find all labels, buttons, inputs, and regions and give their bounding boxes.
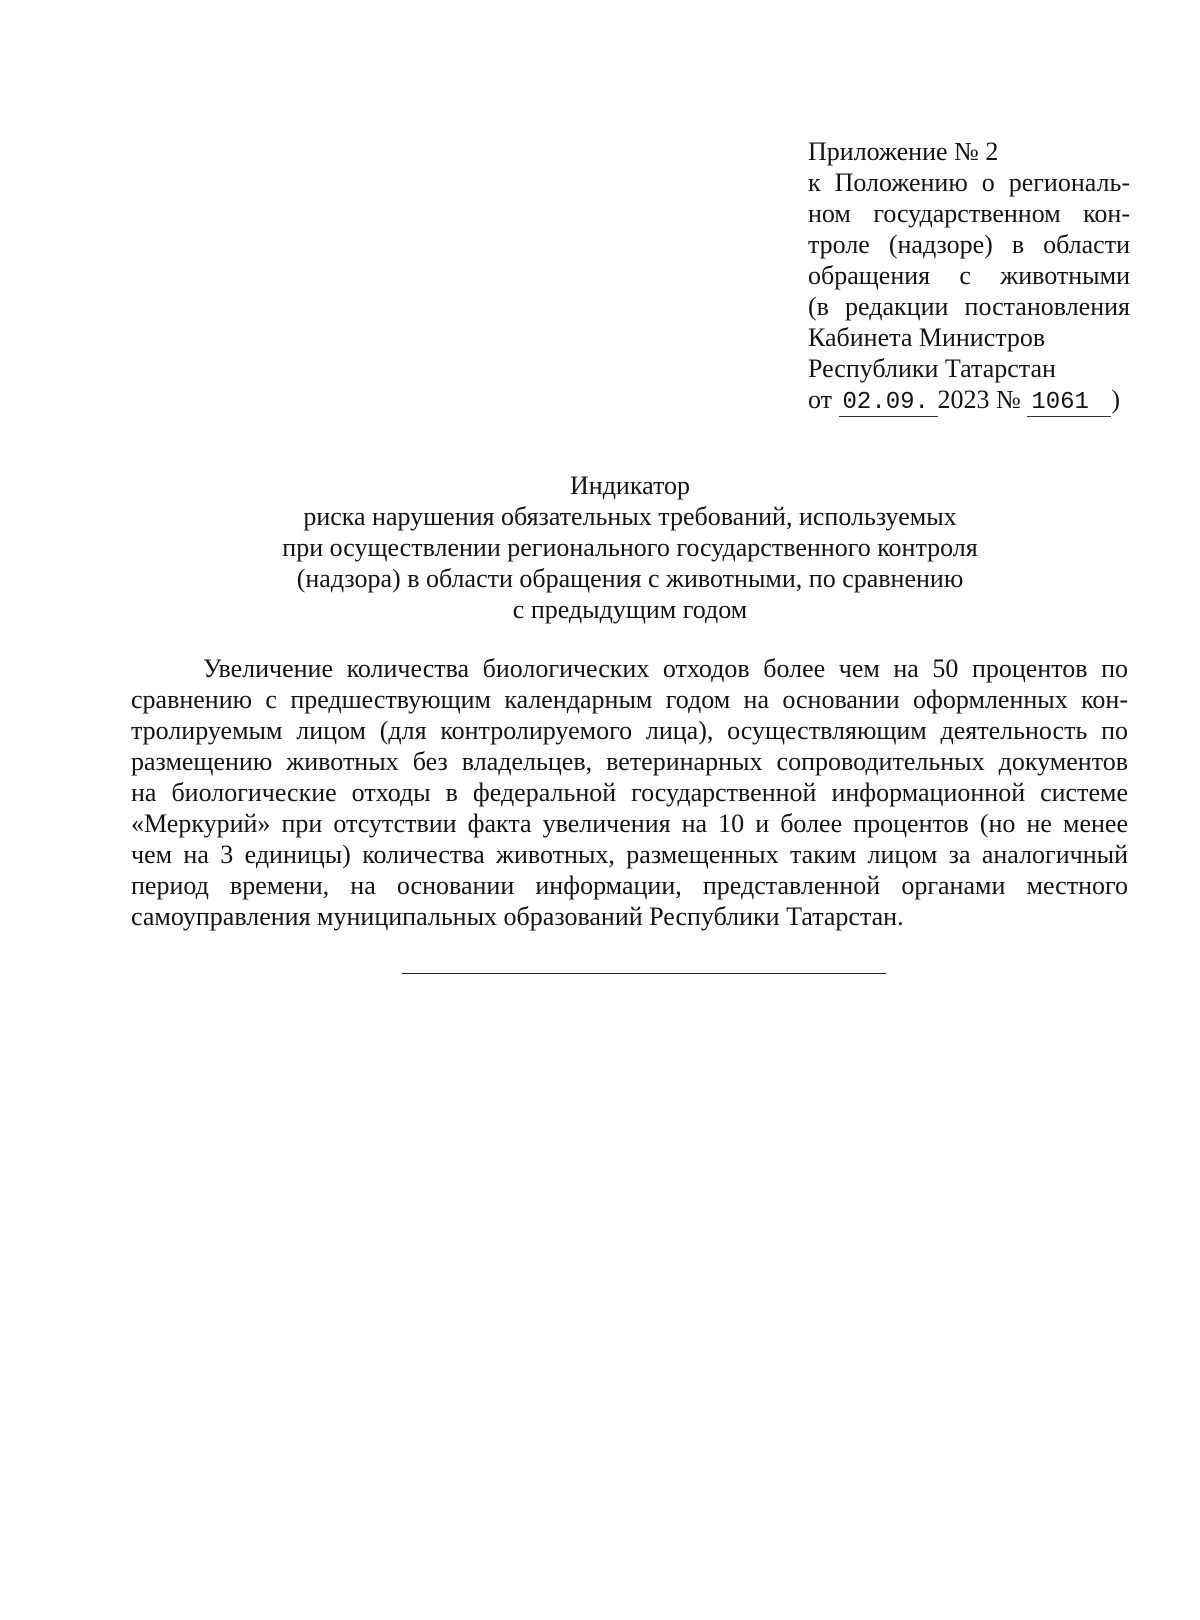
title-line: риска нарушения обязательных требований, используемых: [303, 502, 957, 531]
body-line: тролируемым лицом (для контролируемого лица), осуществляющим деятельность по: [131, 716, 1128, 745]
body-line: самоуправления муниципальных образований Республики Татарстан.: [131, 902, 904, 931]
handwritten-number: 1061: [1027, 390, 1111, 417]
handwritten-date: 02.09.: [839, 390, 938, 417]
body-paragraph: [131, 653, 1128, 932]
appendix-header: [808, 136, 1130, 417]
appendix-line: Приложение № 2: [808, 137, 999, 166]
body-line: чем на 3 единицы) количества животных, размещенных таким лицом за аналогичный: [131, 840, 1128, 869]
appendix-line: Республики Татарстан: [808, 354, 1056, 383]
resolution-year: 2023: [937, 385, 990, 414]
appendix-line: Кабинета Министров: [808, 323, 1046, 352]
date-prefix: от: [808, 385, 833, 414]
body-line: «Меркурий» при отсутствии факта увеличения на 10 и более процентов (но не менее: [131, 809, 1128, 838]
appendix-line: троле (надзоре) в области: [808, 230, 1130, 259]
document-title: [120, 470, 1140, 625]
end-divider: [402, 973, 886, 974]
number-sign: №: [996, 385, 1021, 414]
appendix-line: к Положению о региональ-: [808, 168, 1130, 197]
body-line: размещению животных без владельцев, ветеринарных сопроводительных документов: [131, 747, 1128, 776]
title-line: Индикатор: [570, 471, 690, 500]
title-line: (надзора) в области обращения с животными, по сравнению: [296, 564, 964, 593]
appendix-line: (в редакции постановления: [808, 292, 1130, 321]
resolution-date-line: [808, 384, 1130, 417]
body-line: период времени, на основании информации, представленной органами местного: [131, 871, 1128, 900]
title-line: при осуществлении регионального государственного контроля: [282, 533, 978, 562]
title-line: с предыдущим годом: [512, 595, 748, 624]
body-line: на биологические отходы в федеральной государственной информационной системе: [131, 778, 1128, 807]
closing-paren: ): [1111, 385, 1121, 414]
appendix-line: обращения с животными: [808, 261, 1130, 290]
body-line: Увеличение количества биологических отходов более чем на 50 процентов по: [203, 654, 1128, 683]
body-line: сравнению с предшествующим календарным годом на основании оформленных кон-: [131, 685, 1128, 714]
appendix-line: ном государственном кон-: [808, 199, 1130, 228]
